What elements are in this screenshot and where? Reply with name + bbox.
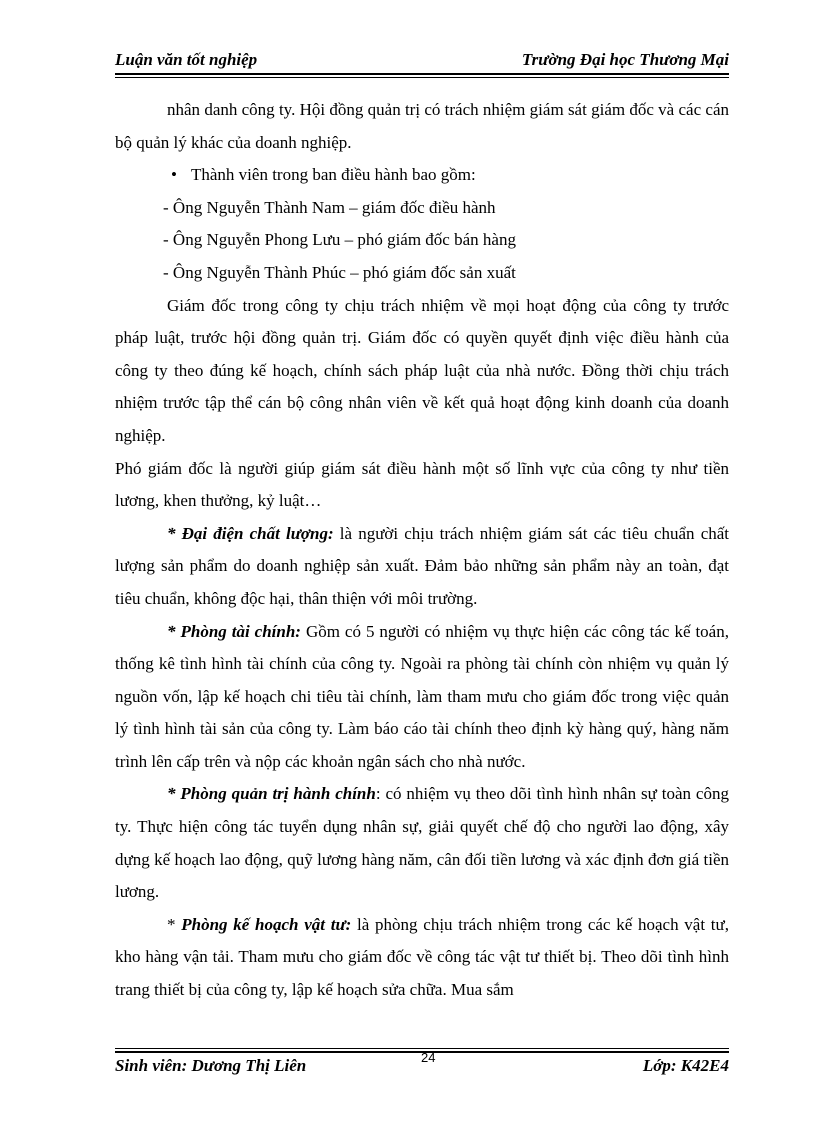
section-admin [115,778,729,908]
bullet-icon: • [171,165,177,185]
page-number: 24 [421,1050,436,1065]
footer-class: Lớp: K42E4 [642,1056,729,1075]
section-finance [115,616,729,779]
header-university: Trường Đại học Thương Mại [521,50,729,69]
section-finance-title: * Phòng tài chính: [167,621,301,641]
header-rule-thin [115,77,729,78]
section-quality-rep-title: * Đại điện chất lượng: [167,523,334,543]
section-admin-text: : có nhiệm vụ theo dõi tình hình nhân sự toàn công ty. Thực hiện công tác tuyển dụng nhân sự, giải quyết chế độ cho người lao động, xây dựng kế hoạch lao động, quỹ lương hàng năm, cân đối tiền lương và xác định đơn giá tiền lương. [115,784,729,902]
header-thesis-label: Luận văn tốt nghiệp [115,50,258,69]
paragraph-board: nhân danh công ty. Hội đồng quản trị có trách nhiệm giám sát giám đốc và các cán bộ quản lý khác của doanh nghiệp. [115,100,729,152]
dash-item-3: - Ông Nguyễn Thành Phúc – phó giám đốc sản xuất [163,262,516,282]
dash-item-2: - Ông Nguyễn Phong Lưu – phó giám đốc bán hàng [163,230,516,250]
header-rule-thick [115,73,729,75]
bullet-item [115,159,729,192]
section-planning-title: Phòng kế hoạch vật tư: [181,914,352,934]
section-planning-star: * [167,914,182,934]
section-planning-text: là phòng chịu trách nhiệm trong các kế hoạch vật tư, kho hàng vận tải. Tham mưu cho giám đốc về công tác vật tư thiết bị. Theo dõi tình hình trang thiết bị của công ty, lập kế hoạch sửa chữa. Mua sắm [115,914,729,1000]
section-planning [115,909,729,1007]
section-finance-text: Gồm có 5 người có nhiệm vụ thực hiện các công tác kế toán, thống kê tình hình tài chính của công ty. Ngoài ra phòng tài chính còn nhiệm vụ quản lý nguồn vốn, lập kế hoạch chi tiêu tài chính, làm tham mưu cho giám đốc trong việc quản lý tình hình tài sản của công ty. Làm báo cáo tài chính theo định kỳ hàng quý, hàng năm trình lên cấp trên và nộp các khoản ngân sách cho nhà nước. [115,621,729,771]
page-header [115,48,729,72]
page-footer [115,1052,729,1078]
paragraph-director: Giám đốc trong công ty chịu trách nhiệm về mọi hoạt động của công ty trước pháp luật, trước hội đồng quản trị. Giám đốc có quyền quyết định việc điều hành của công ty theo đúng kế hoạch, chính sách pháp luật của nhà nước. Đồng thời chịu trách nhiệm trước tập thể cán bộ công nhân viên về kết quả hoạt động kinh doanh của doanh nghiệp. [115,295,729,445]
section-quality-rep-text: là người chịu trách nhiệm giám sát các tiêu chuẩn chất lượng sản phẩm do doanh nghiệp sản xuất. Đảm bảo những sản phẩm này an toàn, đạt tiêu chuẩn, không độc hại, thân thiện với môi trường. [115,523,730,608]
document-body [115,94,729,1007]
bullet-text: Thành viên trong ban điều hành bao gồm: [191,165,476,185]
footer-rule-thin [115,1048,729,1049]
footer-student: Sinh viên: Dương Thị Liên [115,1056,307,1075]
dash-item-1: - Ông Nguyễn Thành Nam – giám đốc điều hành [163,197,496,217]
paragraph-deputy-director: Phó giám đốc là người giúp giám sát điều hành một số lĩnh vực của công ty như tiền lương, khen thưởng, kỷ luật… [115,458,729,511]
section-quality-rep [115,518,729,616]
section-admin-title: * Phòng quản trị hành chính [167,784,376,804]
